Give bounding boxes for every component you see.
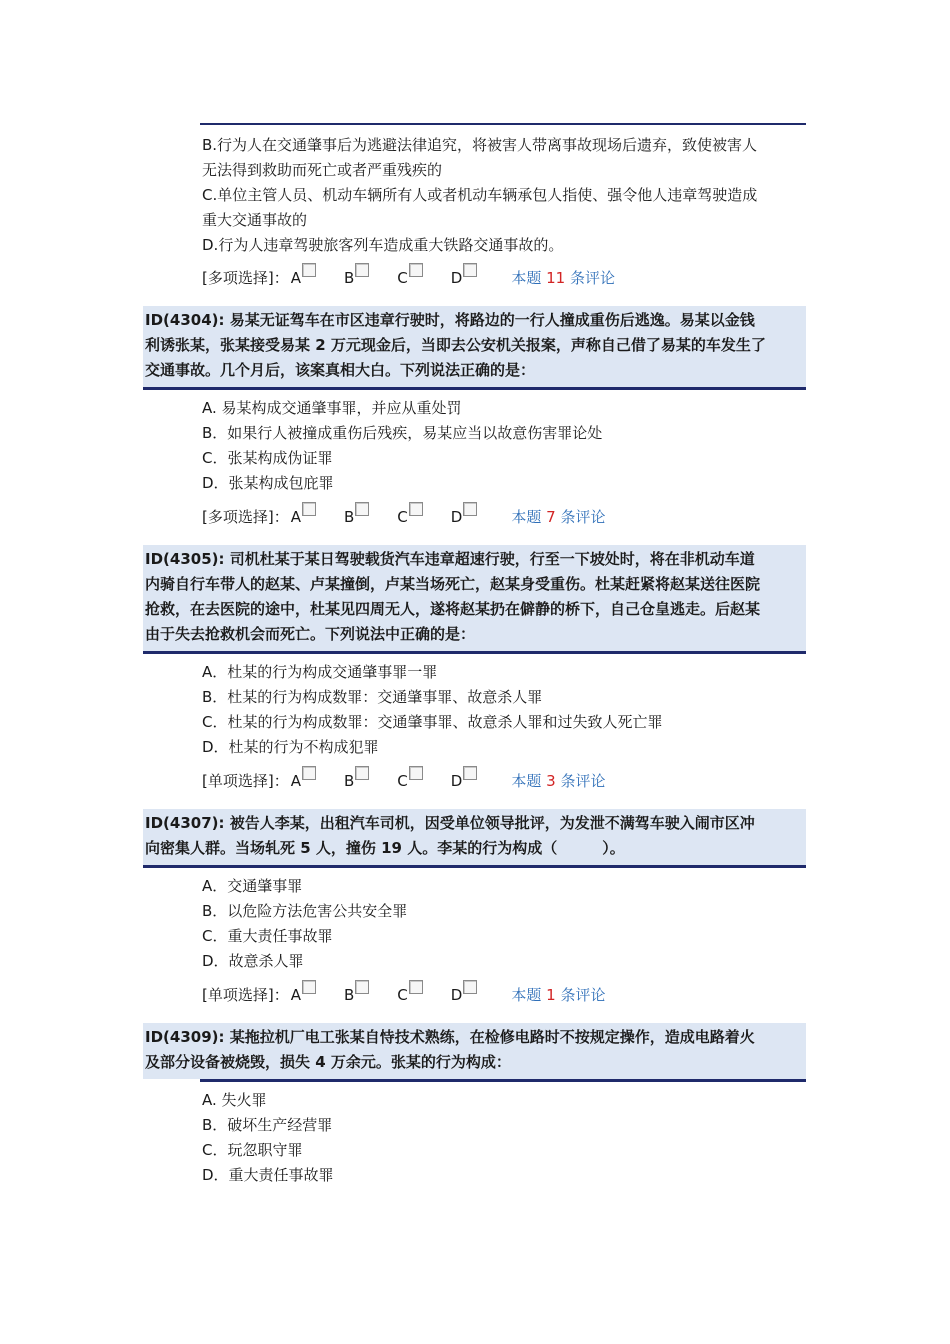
answer-row [202,263,802,290]
question-line: ID(4307): 被告人李某，出租汽车司机，因受单位领导批评，为发泄不满驾车驶入闹市区冲 [145,814,755,832]
option-line: C．重大责任事故罪 [202,927,333,945]
question-line: 及部分设备被烧毁，损失 4 万余元。张某的行为构成： [145,1053,511,1071]
choice-label: D [450,508,463,526]
option-list [202,1088,802,1188]
checkbox-a[interactable] [302,502,316,516]
choice-label: B [343,772,355,790]
comments-link[interactable]: 本题 7 条评论 [511,508,606,526]
checkbox-b[interactable] [355,766,369,780]
choice-label: A [290,508,301,526]
choice-label: B [343,508,355,526]
checkbox-a[interactable] [302,980,316,994]
checkbox-a[interactable] [302,263,316,277]
checkbox-d[interactable] [463,502,477,516]
option-list [202,133,802,258]
option-line: B．如果行人被撞成重伤后残疾，易某应当以故意伤害罪论处 [202,424,603,442]
checkbox-b[interactable] [355,263,369,277]
choice-label: C [397,269,408,287]
checkbox-c[interactable] [409,263,423,277]
answer-type: [单项选择]： [202,986,289,1004]
choice-label: A [290,269,301,287]
choice-label: C [397,772,408,790]
option-list [202,396,802,496]
option-line: D．张某构成包庇罪 [202,474,334,492]
option-line: B．以危险方法危害公共安全罪 [202,902,408,920]
checkbox-d[interactable] [463,980,477,994]
answer-type: [多项选择]： [202,269,289,287]
answer-row [202,980,802,1007]
comments-link[interactable]: 本题 3 条评论 [511,772,606,790]
question-line: 向密集人群。当场轧死 5 人，撞伤 19 人。李某的行为构成（ ）。 [145,839,625,857]
question-line: ID(4309): 某拖拉机厂电工张某自恃技术熟练，在检修电路时不按规定操作，造成电路着火 [145,1028,755,1046]
answer-row [202,766,802,793]
option-line: A．杜某的行为构成交通肇事罪一罪 [202,663,438,681]
question-header [143,545,806,654]
option-line: 重大交通事故的 [202,211,308,229]
question-header [143,1023,806,1079]
option-line: A. 易某构成交通肇事罪，并应从重处罚 [202,399,462,417]
option-line: C．玩忽职守罪 [202,1141,303,1159]
option-line: D．重大责任事故罪 [202,1166,334,1184]
answer-row [202,502,802,529]
checkbox-d[interactable] [463,766,477,780]
choice-label: C [397,508,408,526]
option-line: 无法得到救助而死亡或者严重残疾的 [202,161,443,179]
checkbox-c[interactable] [409,980,423,994]
checkbox-b[interactable] [355,980,369,994]
choice-label: A [290,986,301,1004]
question-line: 抢救，在去医院的途中，杜某见四周无人，遂将赵某扔在僻静的桥下，自己仓皇逃走。后赵某 [145,600,761,618]
checkbox-c[interactable] [409,766,423,780]
question-line: 交通事故。几个月后，该案真相大白。下列说法正确的是： [145,361,536,379]
choice-label: D [450,986,463,1004]
checkbox-a[interactable] [302,766,316,780]
option-list [202,660,802,760]
checkbox-c[interactable] [409,502,423,516]
checkbox-d[interactable] [463,263,477,277]
question-header [143,306,806,390]
comments-link[interactable]: 本题 11 条评论 [511,269,616,287]
choice-label: B [343,986,355,1004]
question-line: ID(4305): 司机杜某于某日驾驶载货汽车违章超速行驶，行至一下坡处时，将在非机动车道 [145,550,755,568]
question-line: 由于失去抢救机会而死亡。下列说法中正确的是： [145,625,476,643]
question-header [143,809,806,868]
option-line: C.单位主管人员、机动车辆所有人或者机动车辆承包人指使、强令他人违章驾驶造成 [202,186,758,204]
choice-label: A [290,772,301,790]
option-list [202,874,802,974]
option-line: B.行为人在交通肇事后为逃避法律追究，将被害人带离事故现场后遗弃，致使被害人 [202,136,758,154]
choice-label: C [397,986,408,1004]
option-line: D.行为人违章驾驶旅客列车造成重大铁路交通事故的。 [202,236,564,254]
checkbox-b[interactable] [355,502,369,516]
option-line: B．破坏生产经营罪 [202,1116,333,1134]
question-line: 利诱张某，张某接受易某 2 万元现金后，当即去公安机关报案，声称自己借了易某的车发生了 [145,336,766,354]
option-line: B．杜某的行为构成数罪：交通肇事罪、故意杀人罪 [202,688,543,706]
option-line: A. 失火罪 [202,1091,267,1109]
question-line: ID(4304): 易某无证驾车在市区违章行驶时，将路边的一行人撞成重伤后逃逸。易某以金钱 [145,311,755,329]
section-divider [200,123,806,125]
choice-label: D [450,772,463,790]
option-line: C．杜某的行为构成数罪：交通肇事罪、故意杀人罪和过失致人死亡罪 [202,713,663,731]
question-line: 内骑自行车带人的赵某、卢某撞倒，卢某当场死亡，赵某身受重伤。杜某赶紧将赵某送往医院 [145,575,761,593]
choice-label: B [343,269,355,287]
option-line: C．张某构成伪证罪 [202,449,333,467]
comments-link[interactable]: 本题 1 条评论 [511,986,606,1004]
answer-type: [单项选择]： [202,772,289,790]
choice-label: D [450,269,463,287]
option-line: A．交通肇事罪 [202,877,303,895]
answer-type: [多项选择]： [202,508,289,526]
option-line: D．故意杀人罪 [202,952,304,970]
option-line: D．杜某的行为不构成犯罪 [202,738,379,756]
